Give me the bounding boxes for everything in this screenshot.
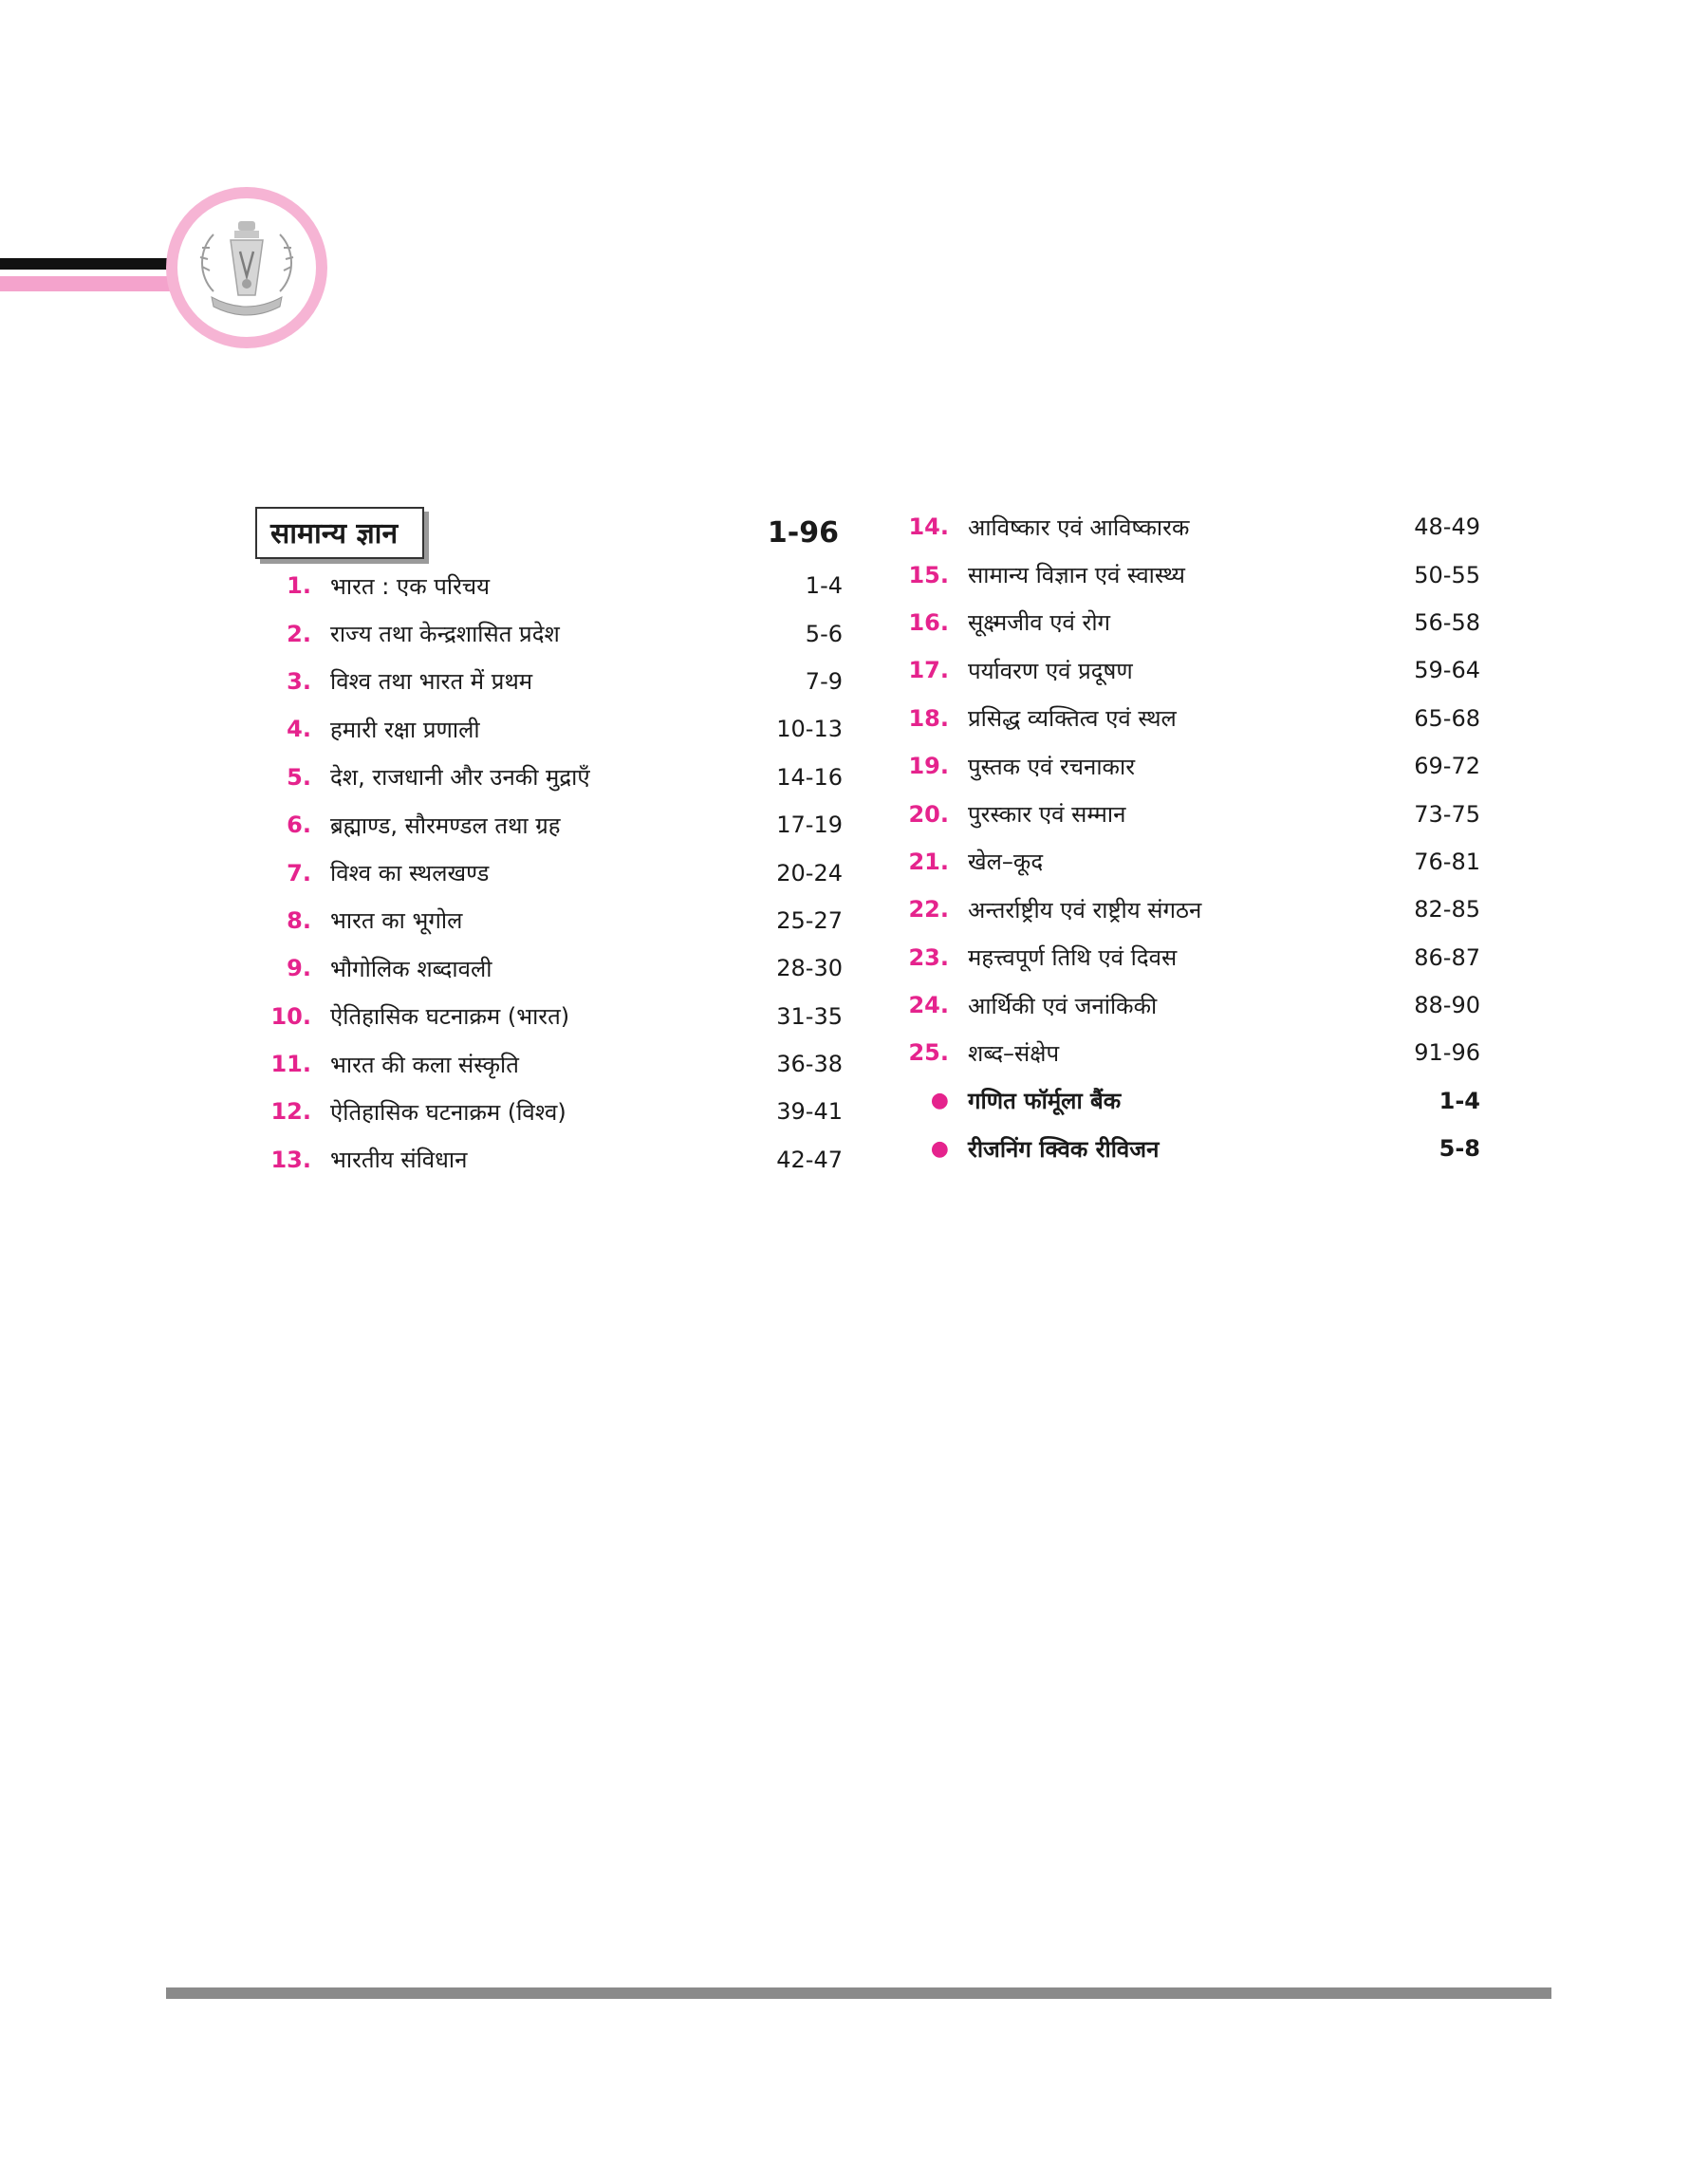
item-number: 25. [908, 1039, 949, 1067]
item-number: 14. [908, 513, 949, 541]
item-title: सामान्य विज्ञान एवं स्वास्थ्य [968, 562, 1185, 589]
item-pages: 36-38 [776, 1051, 843, 1078]
item-number: 7. [287, 859, 311, 886]
item-number: 6. [287, 812, 311, 839]
item-title: महत्त्वपूर्ण तिथि एवं दिवस [968, 944, 1178, 972]
toc-row[interactable] [254, 754, 843, 801]
toc-bullet-row[interactable] [901, 1125, 1480, 1172]
item-title: विश्व का स्थलखण्ड [330, 860, 490, 887]
toc-row[interactable] [254, 897, 843, 944]
item-number: 9. [287, 955, 311, 982]
item-number: 13. [270, 1146, 311, 1173]
item-number: 10. [270, 1002, 311, 1030]
item-title: ऐतिहासिक घटनाक्रम (भारत) [330, 1003, 570, 1031]
section-range: 1-96 [767, 515, 839, 550]
item-pages: 25-27 [776, 906, 843, 934]
toc-row[interactable] [901, 934, 1480, 981]
item-pages: 82-85 [1414, 896, 1480, 924]
item-title: हमारी रक्षा प्रणाली [330, 716, 480, 743]
toc-right-column [901, 503, 1480, 1172]
item-pages: 20-24 [776, 859, 843, 886]
item-title: शब्द–संक्षेप [968, 1039, 1060, 1067]
item-number: 11. [270, 1051, 311, 1078]
item-pages: 17-19 [776, 812, 843, 839]
item-number: 23. [908, 943, 949, 971]
item-title: भारत की कला संस्कृति [330, 1051, 519, 1078]
toc-row[interactable] [254, 1136, 843, 1184]
item-number: 18. [908, 704, 949, 732]
item-title: राज्य तथा केन्द्रशासित प्रदेश [330, 621, 560, 648]
toc-row[interactable] [901, 742, 1480, 790]
item-title: रीजनिंग क्विक रीविजन [968, 1135, 1160, 1163]
toc-row[interactable] [254, 705, 843, 753]
item-pages: 1-4 [1439, 1087, 1480, 1114]
item-number: 4. [287, 716, 311, 743]
item-title: पर्यावरण एवं प्रदूषण [968, 657, 1133, 684]
toc-row[interactable] [254, 801, 843, 849]
header-pink-stripe [0, 276, 171, 291]
item-title: भारत का भूगोल [330, 907, 463, 935]
item-title: अन्तर्राष्ट्रीय एवं राष्ट्रीय संगठन [968, 896, 1202, 924]
toc-row[interactable] [254, 609, 843, 657]
item-pages: 14-16 [776, 763, 843, 791]
item-pages: 50-55 [1414, 561, 1480, 588]
item-number: 5. [287, 763, 311, 791]
item-pages: 48-49 [1414, 513, 1480, 541]
item-number: 12. [270, 1098, 311, 1126]
section-header [254, 503, 843, 562]
item-title: ब्रह्माण्ड, सौरमण्डल तथा ग्रह [330, 812, 561, 839]
item-pages: 73-75 [1414, 800, 1480, 828]
toc-row[interactable] [901, 646, 1480, 694]
item-pages: 39-41 [776, 1098, 843, 1126]
item-number: 1. [287, 572, 311, 600]
item-title: पुस्तक एवं रचनाकार [968, 753, 1136, 780]
item-pages: 86-87 [1414, 943, 1480, 971]
toc-row[interactable] [901, 790, 1480, 837]
item-number: 17. [908, 657, 949, 684]
toc-row[interactable] [901, 695, 1480, 742]
footer-bar [166, 1987, 1551, 1999]
section-title: सामान्य ज्ञान [255, 507, 424, 559]
toc-row[interactable] [254, 944, 843, 992]
item-number: 19. [908, 753, 949, 780]
item-pages: 7-9 [805, 667, 843, 695]
item-number: 24. [908, 992, 949, 1019]
item-pages: 5-6 [805, 620, 843, 647]
toc-row[interactable] [901, 1029, 1480, 1076]
item-pages: 56-58 [1414, 608, 1480, 636]
toc-row[interactable] [901, 599, 1480, 646]
item-number: 2. [287, 620, 311, 647]
item-number: 20. [908, 800, 949, 828]
item-number: 15. [908, 561, 949, 588]
item-pages: 76-81 [1414, 848, 1480, 875]
toc-left-column [254, 503, 843, 1184]
item-pages: 69-72 [1414, 753, 1480, 780]
item-pages: 28-30 [776, 955, 843, 982]
item-title: पुरस्कार एवं सम्मान [968, 801, 1126, 829]
item-number: 21. [908, 848, 949, 875]
item-pages: 1-4 [805, 572, 843, 600]
item-title: खेल–कूद [968, 849, 1044, 876]
item-title: भारतीय संविधान [330, 1147, 468, 1174]
toc-row[interactable] [254, 849, 843, 896]
toc-row[interactable] [254, 562, 843, 609]
toc-row[interactable] [254, 658, 843, 705]
bullet-icon: ● [930, 1136, 949, 1161]
header-black-stripe [0, 258, 171, 270]
item-title: सूक्ष्मजीव एवं रोग [968, 609, 1111, 637]
item-pages: 42-47 [776, 1146, 843, 1173]
bullet-icon: ● [930, 1089, 949, 1113]
item-pages: 31-35 [776, 1002, 843, 1030]
item-number: 22. [908, 896, 949, 924]
item-title: ऐतिहासिक घटनाक्रम (विश्व) [330, 1098, 566, 1126]
item-title: भौगोलिक शब्दावली [330, 955, 492, 982]
item-title: प्रसिद्ध व्यक्तित्व एवं स्थल [968, 705, 1177, 733]
toc-row[interactable] [901, 503, 1480, 550]
item-number: 8. [287, 906, 311, 934]
item-pages: 10-13 [776, 716, 843, 743]
toc-row[interactable] [901, 838, 1480, 886]
item-title: आर्थिकी एवं जनांकिकी [968, 992, 1158, 1019]
item-title: विश्व तथा भारत में प्रथम [330, 668, 533, 696]
item-title: आविष्कार एवं आविष्कारक [968, 513, 1190, 541]
item-number: 3. [287, 667, 311, 695]
toc-row[interactable] [254, 1040, 843, 1088]
item-title: गणित फॉर्मूला बैंक [968, 1088, 1122, 1115]
item-pages: 59-64 [1414, 657, 1480, 684]
toc-row[interactable] [901, 886, 1480, 933]
toc-bullet-row[interactable] [901, 1077, 1480, 1125]
item-pages: 88-90 [1414, 992, 1480, 1019]
item-pages: 91-96 [1414, 1039, 1480, 1067]
emblem-seal-icon [185, 204, 308, 327]
item-title: देश, राजधानी और उनकी मुद्राएँ [330, 764, 590, 792]
toc-row[interactable] [254, 1088, 843, 1135]
toc-row[interactable] [901, 981, 1480, 1029]
item-pages: 65-68 [1414, 704, 1480, 732]
item-number: 16. [908, 608, 949, 636]
toc-row[interactable] [254, 993, 843, 1040]
item-pages: 5-8 [1439, 1135, 1480, 1163]
toc-row[interactable] [901, 550, 1480, 598]
item-title: भारत : एक परिचय [330, 572, 491, 600]
